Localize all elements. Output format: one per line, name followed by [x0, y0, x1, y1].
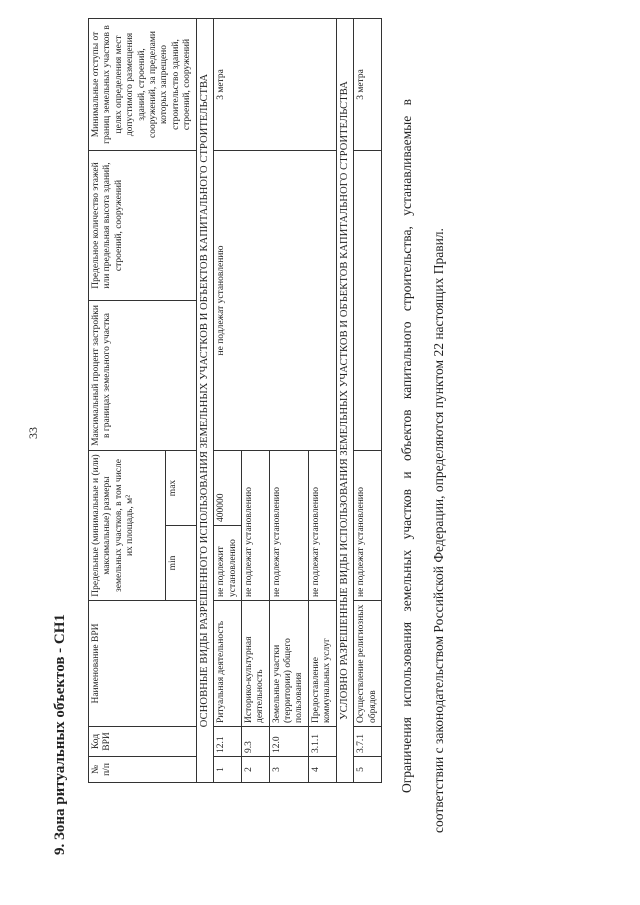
table-row: [354, 19, 382, 783]
row-minmax: не подлежат установлению: [241, 451, 269, 601]
row-minmax: не подлежат установлению: [308, 451, 336, 601]
row-name: Ритуальная деятельность: [214, 601, 242, 727]
row-num: 4: [308, 757, 336, 783]
row-num: 1: [214, 757, 242, 783]
row-code: 12.1: [214, 727, 242, 757]
page-number: 33: [26, 427, 40, 439]
paragraph-line-1: Ограничения использования земельных участков и объектов капитального строительства, устанавливаемые в: [399, 99, 414, 793]
section-conditional: УСЛОВНО РАЗРЕШЕННЫЕ ВИДЫ ИСПОЛЬЗОВАНИЯ ЗЕМЕЛЬНЫХ УЧАСТКОВ И ОБЪЕКТОВ КАПИТАЛЬНОГО СТРОИТЕЛЬСТВА: [336, 19, 354, 783]
row-code: 9.3: [241, 727, 269, 757]
row-minmax: не подлежат установлению: [269, 451, 308, 601]
header-setback: Минимальные отступы от границ земельных участков в целях определения мест допустимого размещения зданий, строений, сооружений, за пределами которых запрещено строительство зданий, строений, сооружений: [89, 19, 197, 151]
header-max: max: [165, 451, 196, 526]
header-row: [89, 19, 166, 783]
row-code: 3.1.1: [308, 727, 336, 757]
row-setback: 3 метра: [354, 19, 382, 151]
table-row: [214, 19, 242, 783]
row-num: 3: [269, 757, 308, 783]
header-name: Наименование ВРИ: [89, 601, 197, 727]
header-min: min: [165, 526, 196, 601]
section-row-main: [196, 19, 214, 783]
header-code: Код ВРИ: [89, 727, 197, 757]
row-num: 2: [241, 757, 269, 783]
zone-table: [88, 18, 382, 783]
row-setback: 3 метра: [214, 19, 337, 151]
row-min: не подлежит установлению: [214, 526, 242, 601]
row-name: Предоставление коммунальных услуг: [308, 601, 336, 727]
page-title: 9. Зона ритуальных объектов - СН1: [52, 614, 68, 855]
row-max: 400000: [214, 451, 242, 526]
row-minmax: не подлежат установлению: [354, 451, 382, 601]
section-main: ОСНОВНЫЕ ВИДЫ РАЗРЕШЕННОГО ИСПОЛЬЗОВАНИЯ ЗЕМЕЛЬНЫХ УЧАСТКОВ И ОБЪЕКТОВ КАПИТАЛЬНОГО СТРОИТЕЛЬСТВА: [196, 19, 214, 783]
row-name: Земельные участки (территории) общего пользования: [269, 601, 308, 727]
row-percent-floors: не подлежат установлению: [214, 151, 337, 451]
header-percent: Максимальный процент застройки в границах земельного участка: [89, 301, 197, 451]
row-name: Осуществление религиозных обрядов: [354, 601, 382, 727]
row-code: 3.7.1: [354, 727, 382, 757]
section-row-conditional: [336, 19, 354, 783]
row-name: Историко-культурная деятельность: [241, 601, 269, 727]
header-floors: Предельное количество этажей или предельная высота зданий, строений, сооружений: [89, 151, 197, 301]
header-area: Предельные (минимальные и (или) максимальные) размеры земельных участков, в том числе их площадь, м²: [89, 451, 166, 601]
header-num: № п/п: [89, 757, 197, 783]
row-num: 5: [354, 757, 382, 783]
row-percent-floors: [354, 151, 382, 451]
paragraph-line-2: соответствии с законодательством Российской Федерации, определяются пунктом 22 настоящих Правил.: [431, 228, 446, 833]
row-code: 12.0: [269, 727, 308, 757]
